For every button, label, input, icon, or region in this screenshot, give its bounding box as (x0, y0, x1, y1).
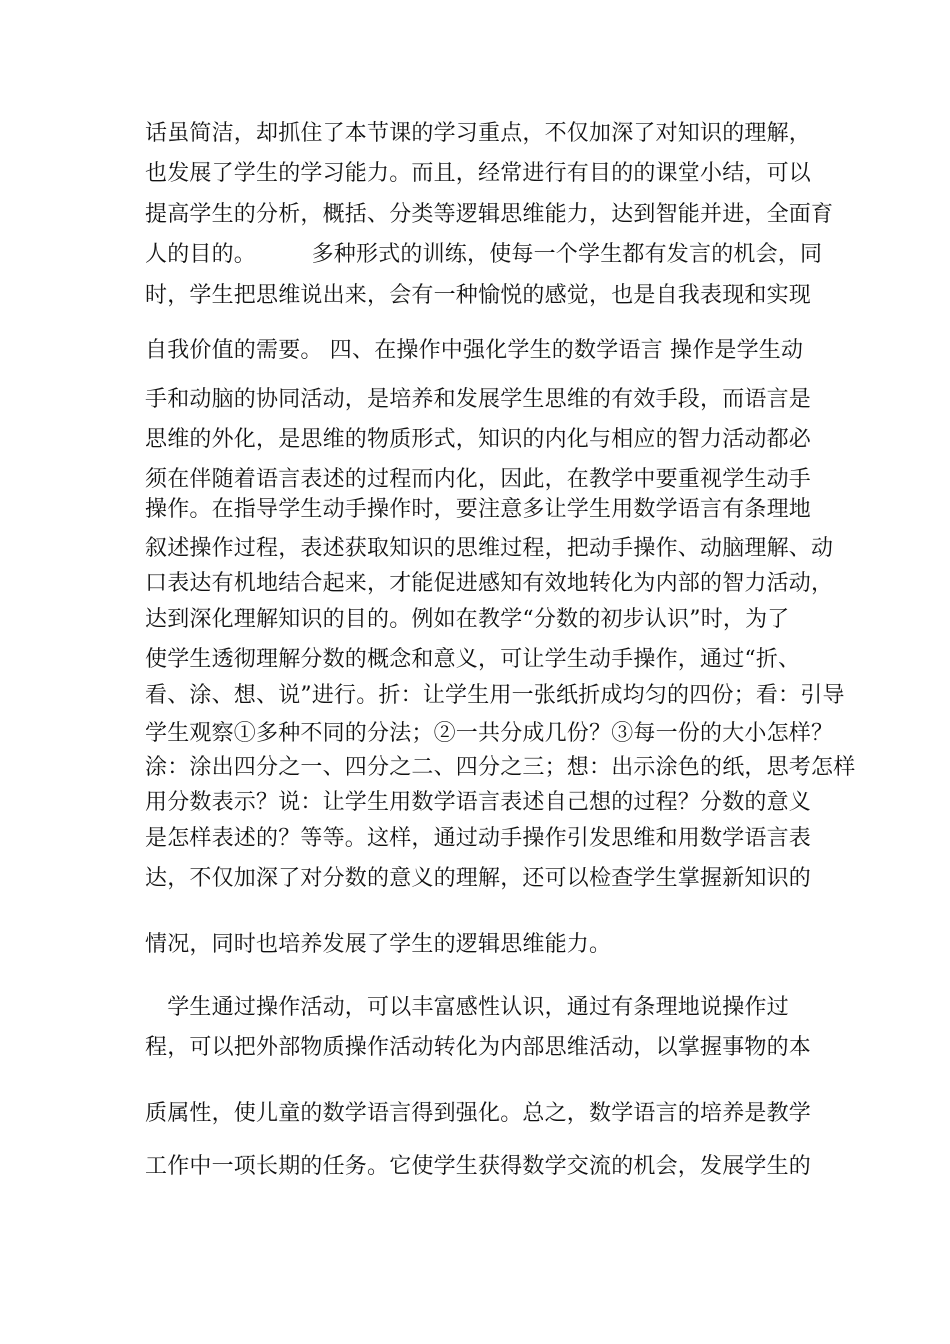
text-line: 工作中一项长期的任务。它使学生获得数学交流的机会，发展学生的 (145, 1154, 812, 1179)
text-line: 人的目的。 多种形式的训练，使每一个学生都有发言的机会，同 (145, 242, 823, 267)
text-line: 自我价值的需要。 四、在操作中强化学生的数学语言 操作是学生动 (145, 338, 804, 363)
text-line: 提高学生的分析，概括、分类等逻辑思维能力，达到智能并进，全面育 (145, 202, 834, 227)
text-line: 质属性，使儿童的数学语言得到强化。总之，数学语言的培养是教学 (145, 1101, 812, 1126)
text-line: 须在伴随着语言表述的过程而内化，因此，在教学中要重视学生动手 (145, 467, 812, 492)
text-line: 程，可以把外部物质操作活动转化为内部思维活动，以掌握事物的本 (145, 1035, 812, 1060)
text-line: 情况，同时也培养发展了学生的逻辑思维能力。 (145, 932, 612, 957)
text-line: 也发展了学生的学习能力。而且，经常进行有目的的课堂小结，可以 (145, 161, 812, 186)
text-line: 看、涂、想、说”进行。折：让学生用一张纸折成均匀的四份；看：引导 (145, 683, 845, 708)
text-line: 手和动脑的协同活动，是培养和发展学生思维的有效手段，而语言是 (145, 387, 812, 412)
text-line: 话虽简洁，却抓住了本节课的学习重点，不仅加深了对知识的理解， (145, 121, 812, 146)
text-line: 口表达有机地结合起来，才能促进感知有效地转化为内部的智力活动， (145, 571, 834, 596)
text-line: 用分数表示？说：让学生用数学语言表述自己想的过程？分数的意义 (145, 790, 812, 815)
text-line: 是怎样表述的？等等。这样，通过动手操作引发思维和用数学语言表 (145, 826, 812, 851)
text-line: 学生观察①多种不同的分法；②一共分成几份？③每一份的大小怎样？ (145, 721, 834, 746)
text-line: 叙述操作过程，表述获取知识的思维过程，把动手操作、动脑理解、动 (145, 536, 834, 561)
text-line: 达，不仅加深了对分数的意义的理解，还可以检查学生掌握新知识的 (145, 866, 812, 891)
text-line: 操作。在指导学生动手操作时，要注意多让学生用数学语言有条理地 (145, 497, 812, 522)
text-line: 使学生透彻理解分数的概念和意义，可让学生动手操作，通过“折、 (145, 647, 801, 672)
text-line: 涂：涂出四分之一、四分之二、四分之三；想：出示涂色的纸，思考怎样 (145, 755, 856, 780)
text-line: 学生通过操作活动，可以丰富感性认识，通过有条理地说操作过 (145, 995, 789, 1020)
text-line: 达到深化理解知识的目的。例如在教学“分数的初步认识”时，为了 (145, 607, 790, 632)
text-line: 思维的外化，是思维的物质形式，知识的内化与相应的智力活动都必 (145, 427, 812, 452)
text-line: 时，学生把思维说出来，会有一种愉悦的感觉，也是自我表现和实现 (145, 283, 812, 308)
